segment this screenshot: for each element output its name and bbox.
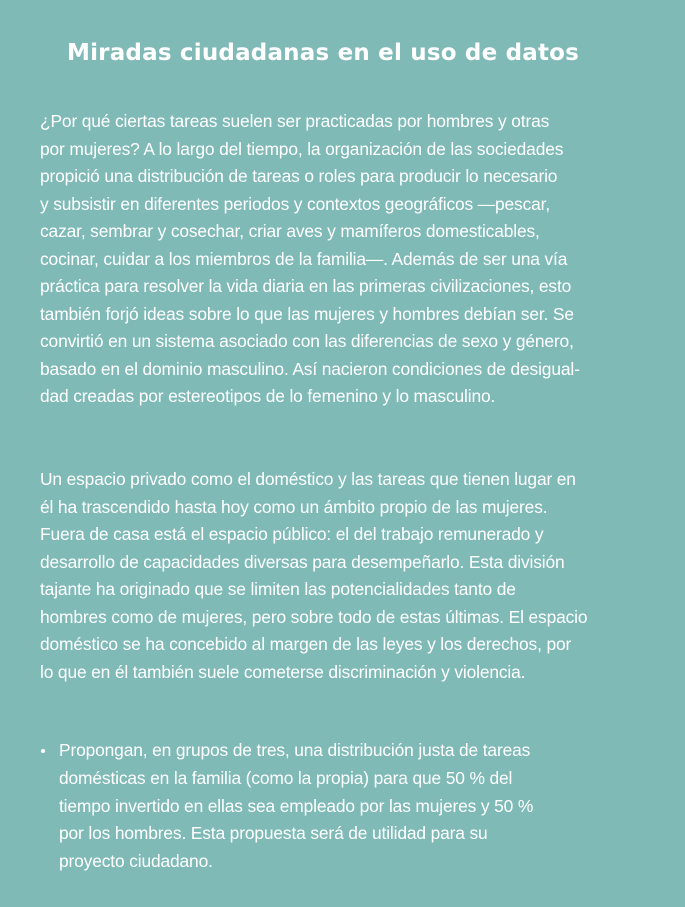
text-line: por mujeres? A lo largo del tiempo, la organización de las sociedades bbox=[40, 138, 564, 159]
text-line: él ha trascendido hasta hoy como un ámbito propio de las mujeres. bbox=[40, 496, 548, 517]
text-line: tajante ha originado que se limiten las potencialidades tanto de bbox=[40, 579, 516, 599]
text-line: convirtió en un sistema asociado con las diferencias de sexo y género, bbox=[40, 331, 574, 351]
text-line: domésticas en la familia (como la propia) para que 50 % del bbox=[59, 767, 513, 788]
text-line: dad creadas por estereotipos de lo femenino y lo masculino. bbox=[40, 386, 496, 406]
text-line: propició una distribución de tareas o roles para producir lo necesario bbox=[40, 166, 558, 186]
text-line: ¿Por qué ciertas tareas suelen ser practicadas por hombres y otras bbox=[40, 111, 550, 131]
text-line: doméstico se ha concebido al margen de las leyes y los derechos, por bbox=[40, 634, 572, 654]
text-line: también forjó ideas sobre lo que las mujeres y hombres debían ser. Se bbox=[40, 303, 574, 324]
bullet-dot-icon bbox=[41, 749, 45, 753]
activity-item bbox=[40, 737, 533, 876]
text-line: por los hombres. Esta propuesta será de utilidad para su bbox=[59, 823, 488, 844]
text-line: tiempo invertido en ellas sea empleado por las mujeres y 50 % bbox=[59, 795, 534, 816]
text-line: lo que en él también suele cometerse discriminación y violencia. bbox=[40, 661, 526, 682]
text-line: basado en el dominio masculino. Así nacieron condiciones de desigual- bbox=[40, 358, 580, 379]
text-line: cocinar, cuidar a los miembros de la familia—. Además de ser una vía bbox=[40, 248, 568, 269]
paragraph-domestic-space bbox=[40, 466, 680, 686]
text-line: y subsistir en diferentes periodos y contextos geográficos —pescar, bbox=[40, 193, 551, 214]
text-line: Fuera de casa está el espacio público: el del trabajo remunerado y bbox=[40, 524, 544, 544]
text-line: Propongan, en grupos de tres, una distribución justa de tareas bbox=[59, 740, 531, 760]
text-line: hombres como de mujeres, pero sobre todo de estas últimas. El espacio bbox=[40, 606, 588, 627]
text-line: práctica para resolver la vida diaria en las primeras civilizaciones, esto bbox=[40, 276, 572, 296]
section-title: Miradas ciudadanas en el uso de datos bbox=[67, 40, 580, 66]
text-line: Un espacio privado como el doméstico y las tareas que tienen lugar en bbox=[40, 469, 576, 489]
activity-list bbox=[40, 737, 533, 876]
text-line: proyecto ciudadano. bbox=[59, 851, 213, 872]
text-line: cazar, sembrar y cosechar, criar aves y mamíferos domesticables, bbox=[40, 221, 540, 241]
paragraph-intro bbox=[40, 108, 680, 411]
text-line: desarrollo de capacidades diversas para desempeñarlo. Esta división bbox=[40, 551, 565, 572]
